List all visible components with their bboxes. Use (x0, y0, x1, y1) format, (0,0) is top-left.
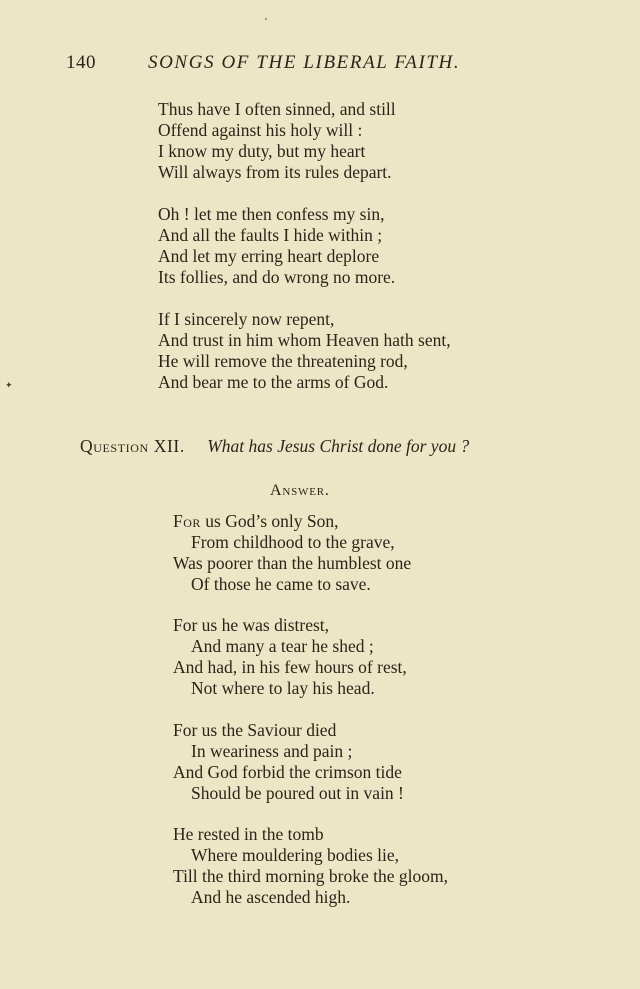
question-text: What has Jesus Christ done for you ? (207, 436, 470, 456)
poem-line: Thus have I often sinned, and still (158, 99, 396, 119)
poem-line: Oh ! let me then confess my sin, (158, 204, 385, 224)
poem-line: Of those he came to save. (191, 574, 371, 594)
poem-line: Its follies, and do wrong no more. (158, 267, 396, 287)
poem-line: Offend against his holy will : (158, 120, 363, 140)
poem-line: And he ascended high. (191, 887, 351, 907)
poem-line: He rested in the tomb (173, 824, 324, 844)
poem-one-stanza-3 (158, 309, 451, 393)
poem-line: He will remove the threatening rod, (158, 351, 408, 371)
poem-line: And many a tear he shed ; (191, 636, 374, 656)
poem-line: And trust in him whom Heaven hath sent, (158, 330, 451, 350)
poem-line: Where mouldering bodies lie, (191, 845, 399, 865)
poem-line: Not where to lay his head. (191, 678, 375, 698)
page-number: 140 (66, 52, 96, 73)
poem-line: And let my erring heart deplore (158, 246, 380, 266)
answer-stanza-4 (173, 824, 448, 908)
poem-one-stanza-2 (158, 204, 395, 288)
poem-line: Was poorer than the humblest one (173, 553, 412, 573)
running-title: SONGS OF THE LIBERAL FAITH. (148, 52, 461, 73)
poem-line (173, 511, 411, 532)
poem-line: And had, in his few hours of rest, (173, 657, 407, 677)
answer-heading: Answer. (270, 482, 330, 499)
poem-line: And bear me to the arms of God. (158, 372, 389, 392)
answer-stanza-1 (173, 511, 411, 595)
poem-line: Will always from its rules depart. (158, 162, 392, 182)
poem-line: For us he was distrest, (173, 615, 330, 635)
initial-word: For (173, 511, 201, 531)
question-label: Question XII. (80, 436, 185, 456)
poem-line: I know my duty, but my heart (158, 141, 366, 161)
answer-stanza-2 (173, 615, 407, 699)
margin-mark: ✦ (5, 380, 13, 390)
poem-line: Should be poured out in vain ! (191, 783, 404, 803)
poem-line: In weariness and pain ; (191, 741, 353, 761)
paper-speck (265, 18, 267, 20)
answer-stanza-3 (173, 720, 404, 804)
poem-line: Till the third morning broke the gloom, (173, 866, 448, 886)
question-heading (80, 436, 469, 457)
poem-line: If I sincerely now repent, (158, 309, 335, 329)
poem-line: From childhood to the grave, (191, 532, 395, 552)
poem-line: And God forbid the crimson tide (173, 762, 402, 782)
poem-line: For us the Saviour died (173, 720, 337, 740)
page-header (66, 52, 490, 78)
poem-line-rest: us God’s only Son, (205, 511, 339, 531)
poem-one-stanza-1 (158, 99, 396, 183)
poem-line: And all the faults I hide within ; (158, 225, 383, 245)
